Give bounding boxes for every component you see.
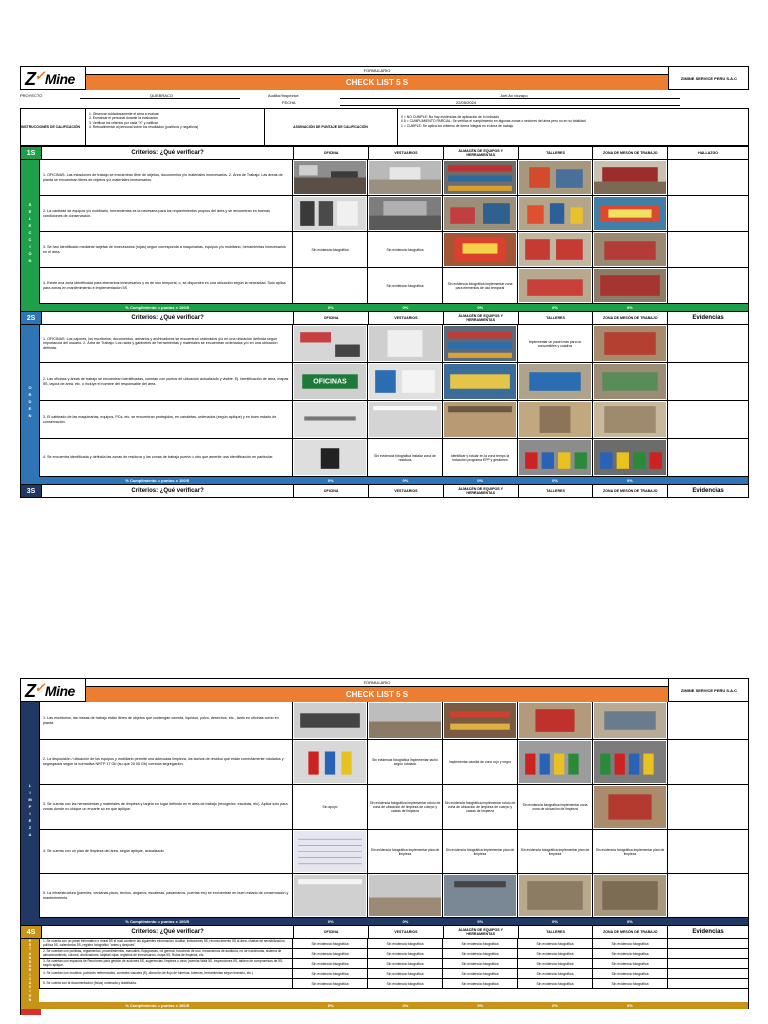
criterion-text: 5. Se cuenta con la documentación (física) ordenada y clasificada.	[39, 979, 292, 988]
evidence-note: Sin evidencia fotográfica	[292, 232, 367, 267]
evidence-note: Sin evidencia fotográfica	[517, 969, 592, 978]
photo-evidence	[442, 702, 517, 739]
evidence-note: Sin evidencia fotográfica instalar zona de residuos	[367, 439, 442, 476]
evidence-note: Sin evidencia fotográfica	[592, 959, 667, 968]
evidence-note: Sin evidencia fotográfica	[442, 949, 517, 958]
photo-evidence	[442, 363, 517, 400]
col-talleres: TALLERES	[518, 147, 593, 159]
compliance-bar-3s: % Cumplimiento = puntos x 100/5 0% 0% 0% 0% 0%	[20, 918, 749, 925]
section-5s-header-partial	[20, 1009, 749, 1015]
seleccion-side-label	[21, 160, 39, 304]
section-4s-header: 4S Criterios: ¿Qué verificar? OFICINA VESTUARIOS ÁLMACÉN DE EQUIPOS Y HERRAMIENTAS TALLERES ZONA DE MESÓN DE TRABAJO Evidencias	[20, 925, 749, 939]
criterion-text: 3. Se han identificado mediante tarjetas de innecesarios (rojas) según corresponda a maquinarias, equipos y/o mobiliario, herramientas innecesarios en el área.	[39, 232, 292, 267]
side-letter: N	[28, 997, 32, 1002]
evidence-note: Sin evidencia fotográfica	[442, 969, 517, 978]
date-label: FECHA	[282, 100, 296, 105]
auditor-label: Auditor/Inspector:	[268, 93, 300, 98]
table-row: 1. Las escritorios, las mesas de trabajo están libres de objetos que contengan comida, líquidos, polvo, desechos, etc., tanto en oficinas como en planta.	[39, 702, 748, 740]
photo-evidence	[592, 702, 667, 739]
photo-evidence	[292, 160, 367, 195]
photo-evidence	[292, 325, 367, 362]
evidence-note: Sin evidencia fotográfica	[292, 969, 367, 978]
photo-evidence	[442, 160, 517, 195]
side-letter: E	[28, 208, 32, 214]
side-letter: A	[28, 832, 32, 837]
evidence-note: Sin evidencia fotográfica	[367, 959, 442, 968]
table-row: 2. La disposición / ubicación de los equipos y mobiliario permite una adecuada limpieza, los tachos de residuo que están correctamente rotulados y segregados según la normativa NRTP 17 Gb (su que 20 05 Gb) correcta segregación. Sin evidencia fotográfica implementar tacho según rotulado Implementar camilla de cono rojo y negro	[39, 740, 748, 785]
photo-evidence	[292, 439, 367, 476]
evidence-note: Sin evidencia fotográfica	[592, 949, 667, 958]
side-letter: E	[28, 939, 32, 943]
side-letter: E	[28, 222, 32, 228]
evidence-note: Implementar camilla de cono rojo y negro	[442, 740, 517, 784]
photo-evidence	[292, 874, 367, 917]
side-letter: E	[28, 405, 32, 411]
photo-evidence	[517, 874, 592, 917]
photo-evidence	[517, 702, 592, 739]
evidence-note: Sin evidencia fotográfica	[292, 959, 367, 968]
evidence-note: Sin evidencia fotográfica implementar plan de limpieza	[442, 830, 517, 873]
photo-evidence	[517, 160, 592, 195]
date-value: 22/05/2024	[456, 100, 477, 105]
criterion-text: 2. Se cuentan con políticas, reglamentos, procedimientos, manuales, flujogramas, rol general, fotocheck de uso, mecanismos de auditoria, rol de incidencias, sistema de almacenamiento, colores, archivadores, tarjetas rojas, registros de innecesarios, mapa 5S, Rutas de limpieza, etc.	[39, 949, 292, 958]
photo-evidence	[292, 363, 367, 400]
logo-mark-icon: ✓	[34, 680, 45, 695]
limpieza-side-label	[21, 702, 39, 918]
instructions-label: INSTRUCCIONES DE CALIFICACIÓN	[21, 125, 80, 129]
table-row: 3. Se cuenta con las herramientas y materiales de limpieza y tarjeta en lugar definido en el área de trabajo (recogedor, escobas, etc). Aplica solo para zonas donde no ubique un encarte so en que aplique. Sin apoyo Sin evidencia fotográfica implementar rotulo de zona de ubicación de limpieza de cuerpo y calzas de limpieza Sin evidencia fotográfica implementar rotulo de zona de ubicación de limpieza de cuerpo y calzas de limpieza Sin evidencia fotográfica implementar zona zona de ubicación de limpieza	[39, 785, 748, 830]
photo-evidence	[592, 160, 667, 195]
side-letter: I	[29, 243, 31, 249]
score-label: ASIGNACIÓN DE PUNTAJE DE CALIFICACIÓN	[264, 109, 396, 145]
section-number: 1S	[21, 147, 41, 159]
col-almacen: ÁLMACÉN DE EQUIPOS Y HERRAMIENTAS	[443, 147, 518, 159]
evidence-note: Sin apoyo	[292, 785, 367, 829]
section-number: 4S	[21, 926, 41, 938]
side-letter: D	[28, 398, 32, 404]
evidence-note: Sin evidencia fotográfica	[292, 949, 367, 958]
table-row	[39, 949, 748, 959]
criterion-text: 3. Se cuentan con espacios de Reuniones para gestión de acciones 5S, sugerencias, limpieza u otros (normas Walk 5S, inspecciones 5S, tablero de compromisos de 5S, según aplique.	[39, 959, 292, 968]
side-letter: N	[28, 955, 32, 960]
form-title: CHECK LIST 5 S	[85, 75, 668, 90]
evidence-note: Sin evidencia fotográfica	[292, 939, 367, 948]
photo-evidence	[517, 740, 592, 784]
project-label: PROYECTO	[20, 93, 43, 98]
evidence-note: Sin evidencia fotográfica implementar plan de limpieza	[367, 830, 442, 873]
section-4s-body	[20, 939, 749, 1002]
estandarizacion-side-label	[21, 939, 39, 1002]
evidence-note: Sin evidencia fotográfica	[442, 959, 517, 968]
evidence-note: Sin evidencia fotográfica implementar plan de limpieza	[517, 830, 592, 873]
evidence-note: Sin evidencia fotográfica	[367, 939, 442, 948]
photo-evidence	[442, 874, 517, 917]
side-letter: Z	[28, 825, 32, 830]
photo-evidence	[517, 401, 592, 438]
photo-evidence	[592, 268, 667, 303]
photo-evidence	[292, 740, 367, 784]
table-row	[39, 959, 748, 969]
photo-evidence	[292, 196, 367, 231]
evidence-note: Sin evidencia fotográfica	[517, 959, 592, 968]
photo-evidence	[517, 268, 592, 303]
side-letter: I	[29, 790, 31, 795]
side-letter: R	[28, 391, 32, 397]
evidence-note: Sin evidencia fotográfica	[367, 268, 442, 303]
criterion-text: 4. Existe una zona identificada para elementos innecesarios y es de uso temporal, o, se dispondrá en una ubicación según la necesidad. Solo aplica para zonas en mantenimiento e implementación 5S	[39, 268, 292, 303]
table-row	[39, 232, 748, 268]
evidence-note: Sin evidencia fotográfica	[592, 939, 667, 948]
col-oficina: OFICINA	[293, 147, 368, 159]
evidence-note: Sin evidencia fotográfica	[367, 979, 442, 988]
orden-side-label	[21, 325, 39, 477]
side-letter: T	[28, 947, 32, 952]
table-row: 4. Se encuentra identificada y definida las zonas de residuos y las zonas de trabajo puerta u otro que amerite una identificación en particular. Sin evidencia fotográfica instalar zona de residuos Identificar y rotular en la zona tempo la inducción programa EPP y gestiones	[39, 439, 748, 477]
auditor-value: Joel Ax viczapo	[500, 93, 528, 98]
side-letter: I	[29, 811, 31, 816]
table-row	[39, 969, 748, 979]
section-number: 2S	[21, 312, 41, 324]
evidence-note: Sin evidencia fotográfica	[292, 979, 367, 988]
evidence-note: Sin evidencia fotográfica	[517, 949, 592, 958]
instructions-list: 1. Observar cuidadosamente el área a evaluar 2. Enmarcar el personal durante la evaluación 3. Verificar los criterios por cada "X" y calificar 4. Retroalimentar al personal sobre los resultados (positivos y negativos)	[85, 109, 263, 145]
side-letter: O	[28, 384, 32, 390]
zimine-logo: Z ✓ Mine	[25, 68, 75, 89]
form-header: Z ✓ Mine FORMULARIO CHECK LIST 5 S ZIMINE SERVICE PERU S.A.C	[20, 678, 749, 702]
photo-evidence	[292, 830, 367, 873]
evidence-note: Sin evidencia fotográfica	[592, 979, 667, 988]
criterion-text: 1. OFICINAS: Las estaciones de trabajo se encuentran libre de objetos, documentos y/o materiales innecesarios. 2. Área de Trabajo: Las áreas de planta se encuentran libres de objetos y/o materiales innecesarios.	[39, 160, 292, 195]
evidence-note: Sin evidencia fotográfica	[442, 939, 517, 948]
photo-evidence	[592, 785, 667, 829]
evidence-note: Sin evidencia fotográfica	[367, 969, 442, 978]
col-meson: ZONA DE MESÓN DE TRABAJO	[592, 147, 667, 159]
photo-evidence	[592, 740, 667, 784]
photo-evidence	[367, 874, 442, 917]
evidence-note: Sin evidencia fotográfica	[367, 232, 442, 267]
photo-evidence	[592, 439, 667, 476]
side-letter: A	[28, 981, 32, 986]
photo-evidence	[292, 702, 367, 739]
col-hallazgo: HALLAZGO	[667, 147, 748, 159]
section-3s-header: 3S Criterios: ¿Qué verificar? OFICINA VESTUARIOS ÁLMACÉN DE EQUIPOS Y HERRAMIENTAS TALLERES ZONA DE MESÓN DE TRABAJO Evidencias	[20, 484, 749, 498]
section-3s-body	[20, 702, 749, 918]
form-header	[20, 66, 749, 90]
photo-evidence	[367, 160, 442, 195]
evidence-note: Sin evidencia fotográfica implementar plan de limpieza	[592, 830, 667, 873]
photo-evidence	[442, 325, 517, 362]
criterion-text: 1. Se cuenta con un panel informativo o mural 5S el cual contiene las siguientes información: Auditar, indicadores 5S, reconocimiento 5S al área, charlas de sensibilización, política 5S, calendarios 5S, registro fotográfico "antes y después".	[39, 939, 292, 948]
form-label: FORMULARIO	[85, 67, 668, 75]
side-letter: S	[28, 201, 32, 207]
table-row	[39, 160, 748, 196]
photo-evidence	[592, 363, 667, 400]
compliance-bar-4s: % Cumplimiento = puntos x 100/5 0% 0% 0% 0% 0%	[20, 1002, 749, 1009]
form-page-2	[20, 678, 749, 1024]
side-letter: E	[28, 818, 32, 823]
evidence-note: Sin evidencia fotográfica	[442, 979, 517, 988]
photo-evidence	[367, 325, 442, 362]
table-row: 4. Se cuenta con un plan de limpieza del área, según aplique, actualizado. Sin evidencia fotográfica implementar plan de limpieza Sin evidencia fotográfica implementar plan de limpieza Sin evidencia fotográfica implementar plan de limpieza Sin evidencia fotográfica implementar plan de limpieza	[39, 830, 748, 874]
section-1s-body	[20, 160, 749, 304]
section-2s-header: 2S Criterios: ¿Qué verificar? OFICINA VESTUARIOS ÁLMACÉN DE EQUIPOS Y HERRAMIENTAS TALLERES ZONA DE MESÓN DE TRABAJO Evidencias	[20, 311, 749, 325]
evidence-note: Sin evidencia fotográfica implementar zona zona de ubicación de limpieza	[517, 785, 592, 829]
logo-mark-icon: ✓	[34, 68, 45, 83]
side-letter: Ó	[28, 993, 32, 998]
photo-evidence	[592, 325, 667, 362]
side-letter: N	[28, 257, 32, 263]
side-letter: I	[29, 989, 31, 994]
photo-evidence	[592, 232, 667, 267]
photo-evidence	[592, 196, 667, 231]
side-letter: A	[28, 951, 32, 956]
evidence-note: Identificar y rotular en la zona tempo la inducción programa EPP y gestiones	[442, 439, 517, 476]
photo-evidence	[367, 702, 442, 739]
photo-evidence	[592, 401, 667, 438]
side-letter: C	[28, 229, 32, 235]
photo-evidence	[517, 363, 592, 400]
evidence-note: Sin evidencia fotográfica implementar zona para elementos de uso temporal	[442, 268, 517, 303]
table-row: 5. La infraestructura (paredes, ventanas pisos, techos, ángaros, escaleras, pasamanos, puertas etc) se encuentran en buen estado de conservación y mantenimiento.	[39, 874, 748, 918]
photo-evidence	[592, 874, 667, 917]
compliance-bar-2s: % Cumplimiento = puntos x 100/5 0% 0% 0% 0% 0%	[20, 477, 749, 484]
table-row	[39, 979, 748, 989]
criterion-text: 4. Se cuentan con modelos, patrones referenciales, controles visuales (Ej. dirección de flujo de tuberías, tuberías, herramientas según tinerario, etc.)	[39, 969, 292, 978]
section-2s-body	[20, 325, 749, 477]
photo-evidence	[367, 196, 442, 231]
photo-evidence	[367, 401, 442, 438]
side-letter: A	[28, 964, 32, 969]
side-letter: L	[28, 783, 32, 788]
criteria-header: Criterios: ¿Qué verificar?	[41, 312, 293, 324]
evidence-note: Implementar un panel mas para un consumibles y cuadros	[517, 325, 592, 362]
section-number: 3S	[21, 485, 41, 497]
zimine-logo: Z ✓ Mine	[25, 680, 75, 701]
evidence-note: Sin evidencia fotográfica	[517, 979, 592, 988]
evidence-note: Sin evidencia fotográfica	[592, 969, 667, 978]
criterion-text: 2. La cantidad de equipos y/o mobiliario, herramientas es la necesaria para los requerimientos propios del área y se encuentran en buenas condiciones de conservación.	[39, 196, 292, 231]
evidence-note: Sin evidencia fotográfica	[517, 939, 592, 948]
side-letter: C	[28, 236, 32, 242]
photo-evidence	[517, 232, 592, 267]
office-sign-text: OFICINAS	[313, 378, 347, 385]
side-letter: C	[28, 985, 32, 990]
side-letter: N	[28, 412, 32, 418]
evidence-note: Sin evidencia fotográfica implementar rotulo de zona de ubicación de limpieza de cuerpo y calzas de limpieza	[442, 785, 517, 829]
instructions-box	[20, 108, 749, 146]
photo-evidence	[517, 196, 592, 231]
evidence-note: Sin evidencia fotográfica implementar tacho según rotulado	[367, 740, 442, 784]
side-letter: Ó	[28, 250, 32, 256]
photo-evidence	[442, 401, 517, 438]
photo-evidence	[292, 401, 367, 438]
side-letter: S	[28, 943, 32, 948]
company-name: ZIMINE SERVICE PERU S.A.C	[668, 67, 749, 90]
side-letter: M	[28, 797, 32, 802]
score-list: 0 = NO CUMPLE: No hay evidencias de aplicación de lo indicado 0.5 = CUMPLIMIENTO PARCIAL: Se verifica el cumplimiento en algunas zonas o sectores del área pero no en su totalidad 1 = CUMPLE: Se aplica los criterios de forma integral en el área de trabajo	[397, 109, 749, 145]
evidencias-header: Evidencias	[667, 312, 748, 324]
table-row	[39, 268, 748, 304]
photo-evidence	[367, 363, 442, 400]
side-letter: I	[29, 972, 31, 977]
evidence-note: Sin evidencia fotográfica implementar rotulo de zona de ubicación de limpieza de cuerpo y calzas de limpieza	[367, 785, 442, 829]
criteria-header: Criterios: ¿Qué verificar?	[41, 147, 293, 159]
side-letter: D	[28, 960, 32, 965]
side-letter: Z	[28, 976, 32, 981]
project-info	[20, 90, 749, 108]
table-row: 1. OFICINAS: Los cajones, los escritorios, documentos, armarios y archivadores se encuentran ordenados y/o en una ubicación definida según importancia del usuario. 2. Área de Trabajo: Los racks y gabinetes de herramientas y materiales se encuentran ordenados y/o en una ubicación definida. Implementar un panel mas para un consumibles y cuadros	[39, 325, 748, 363]
photo-evidence	[442, 196, 517, 231]
form-page-1	[20, 66, 749, 527]
side-letter: R	[28, 968, 32, 973]
photo-evidence	[517, 439, 592, 476]
table-row	[39, 939, 748, 949]
section-1s-header	[20, 146, 749, 160]
side-letter: P	[28, 804, 32, 809]
col-vestuarios: VESTUARIOS	[368, 147, 443, 159]
table-row	[39, 196, 748, 232]
project-value: QUEBRACO	[150, 93, 173, 98]
table-row: 2. Las oficinas y áreas de trabajo se encuentran identificadas, cuentan con puntos de ubicación actualizado y visible. Ej. Identificación de área, mapas 5S, layout de área, etc. o incluye el nombre del responsable del área. OFICINAS	[39, 363, 748, 401]
photo-evidence	[442, 232, 517, 267]
side-letter: L	[28, 215, 32, 221]
table-row: 3. El cableado de las maquinarias, equipos, PCs, etc. se encuentran protegidos, en canaletas, ordenados (según aplique) y en buen estado de conservación.	[39, 401, 748, 439]
evidence-note: Sin evidencia fotográfica	[367, 949, 442, 958]
compliance-bar-1s: % Cumplimiento = puntos x 100/5 0% 0% 0% 0% 0%	[20, 304, 749, 311]
